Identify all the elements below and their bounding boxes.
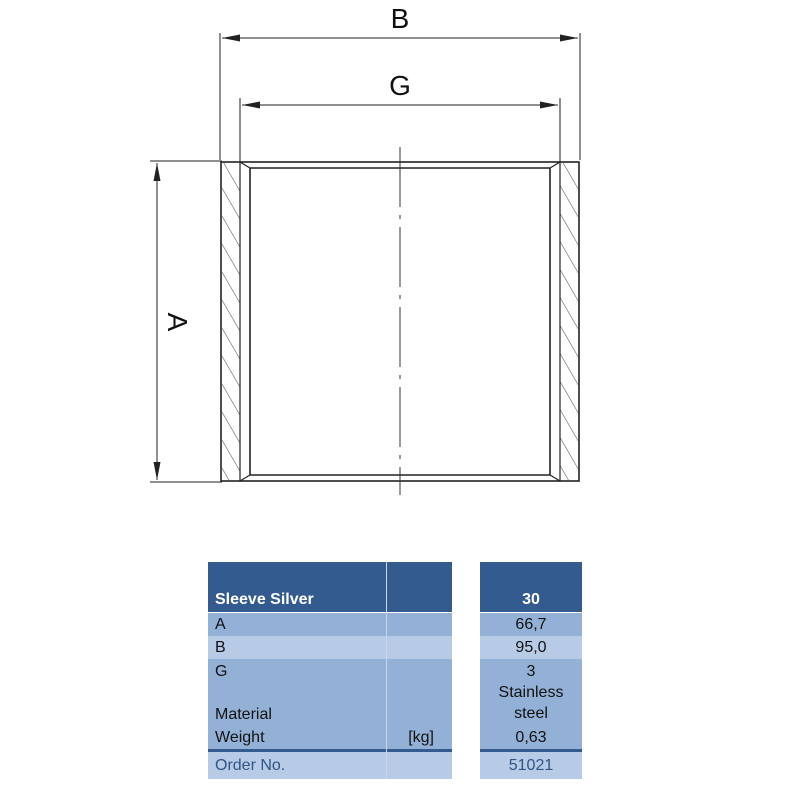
- table-row-order-label: Order No.: [208, 752, 452, 779]
- table-row-weight-value: 0,63: [480, 727, 582, 749]
- dimension-b-label: B: [390, 3, 410, 34]
- dimension-a-label: A: [162, 312, 193, 332]
- dimension-g-label: G: [389, 70, 411, 101]
- dimension-a: [150, 161, 222, 482]
- table-header-title-cell: [208, 562, 452, 612]
- table-row-g-material-label: G Material: [208, 659, 452, 736]
- table-row-a-label: A: [208, 613, 452, 636]
- table-row-g-material-value: 3 Stainless steel: [480, 659, 582, 727]
- product-title: Sleeve Silver: [215, 591, 314, 608]
- spec-table-labels: [208, 562, 452, 779]
- table-row-b-value: 95,0: [480, 636, 582, 659]
- table-header-size-cell: [480, 562, 582, 612]
- table-row-weight-label: Weight [kg]: [208, 727, 452, 749]
- product-size: 30: [522, 591, 540, 608]
- table-row-order-value: 51021: [480, 752, 582, 779]
- table-row-a-value: 66,7: [480, 613, 582, 636]
- table-row-b-label: B: [208, 636, 452, 659]
- spec-table-values: [480, 562, 582, 779]
